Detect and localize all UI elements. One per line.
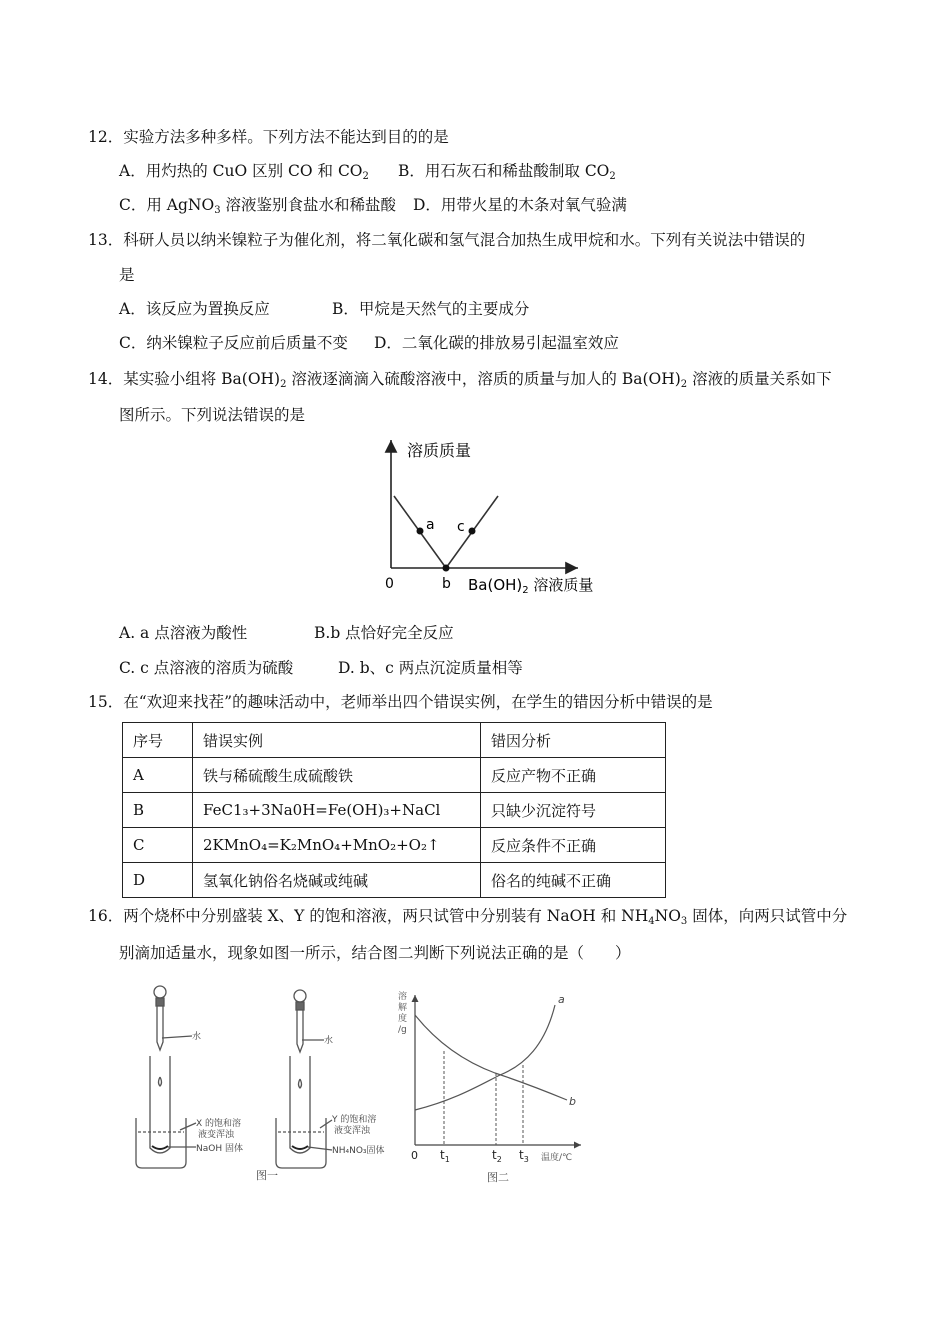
q13-stem-line1: 13．科研人员以纳米镍粒子为催化剂，将二氧化碳和氢气混合加热生成甲烷和水。下列有关说法中错误的 — [88, 231, 806, 249]
q14-stem-a: 14．某实验小组将 Ba(OH) — [88, 370, 281, 388]
q14-option-b: B.b 点恰好完全反应 — [314, 624, 454, 642]
q14-point-b — [443, 565, 450, 572]
row-analysis: 反应产物不正确 — [481, 758, 666, 793]
q16-figure-2 — [395, 985, 595, 1190]
test-tube-1 — [150, 1056, 170, 1153]
fig2-x-label: 温度/℃ — [541, 1153, 573, 1163]
fig2-origin: 0 — [411, 1149, 418, 1162]
q14-stem-sub2: 2 — [680, 379, 688, 390]
q13-option-b: B．甲烷是天然气的主要成分 — [332, 300, 530, 318]
q14-option-c: C. c 点溶液的溶质为硫酸 — [119, 659, 294, 677]
q14-x-label — [468, 576, 593, 596]
row-id: A — [123, 758, 193, 793]
dropper-tube-1 — [157, 1006, 163, 1050]
table-header-row — [123, 723, 666, 758]
fig1-nh4no3-label: NH₄NO₃固体 — [332, 1146, 385, 1156]
fig1-naoh-label: NaOH 固体 — [196, 1144, 243, 1154]
fig2-t3-label — [519, 1148, 529, 1164]
fig2-caption: 图二 — [487, 1171, 509, 1184]
q14-stem-b: 溶液逐滴滴入硫酸溶液中，溶质的质量与加人的 Ba(OH) — [286, 370, 681, 388]
t1-sub: 1 — [444, 1155, 450, 1164]
water-drop-2 — [299, 1079, 302, 1088]
t3-sub: 3 — [523, 1155, 529, 1164]
dropper-tube-2 — [297, 1010, 303, 1052]
q14-x-label-post: 溶液质量 — [528, 576, 594, 594]
table-row — [123, 758, 666, 793]
t1-text: t — [440, 1148, 445, 1162]
t2-sub: 2 — [496, 1155, 502, 1164]
q16-figure-1 — [128, 980, 398, 1185]
q16-stem-sub1: 4 — [648, 916, 655, 927]
table-row — [123, 793, 666, 828]
q13-option-a: A．该反应为置换反应 — [119, 300, 270, 318]
q16-stem-line1 — [88, 905, 847, 927]
q14-stem-sub1: 2 — [280, 379, 287, 390]
fig2-t1-label — [440, 1148, 450, 1164]
header-cell: 错误实例 — [193, 723, 481, 758]
header-cell: 错因分析 — [481, 723, 666, 758]
q14-option-d: D. b、c 两点沉淀质量相等 — [338, 659, 523, 677]
q12-option-c — [119, 194, 396, 216]
curve-b — [415, 1015, 567, 1100]
q12-a-sub: 2 — [362, 171, 369, 182]
t2-text: t — [492, 1148, 497, 1162]
q12-a-text: A．用灼热的 CuO 区别 CO 和 CO — [119, 162, 363, 180]
dropper-cap-2 — [296, 1002, 304, 1010]
row-example: 氢氧化钠俗名烧碱或纯碱 — [193, 863, 481, 898]
q12-stem: 12．实验方法多种多样。下列方法不能达到目的的是 — [88, 128, 449, 146]
q12-option-d: D．用带火星的木条对氧气验满 — [413, 196, 627, 214]
row-analysis: 反应条件不正确 — [481, 828, 666, 863]
q14-point-c — [469, 528, 476, 535]
q16-stem-sub2: 3 — [680, 916, 688, 927]
q16-stem-b: NO — [654, 907, 681, 925]
fig2-y-label-3: 度 — [398, 1014, 408, 1024]
q14-stem-c: 溶液的质量关系如下 — [687, 370, 832, 388]
q13-option-c: C．纳米镍粒子反应前后质量不变 — [119, 334, 348, 352]
table-row — [123, 863, 666, 898]
dropper-bulb-1 — [154, 986, 166, 998]
row-example: 2KMnO₄=K₂MnO₄+MnO₂+O₂↑ — [193, 828, 481, 863]
q14-x-label-sub: 2 — [522, 585, 529, 596]
q13-stem-line2: 是 — [119, 266, 135, 284]
header-cell: 序号 — [123, 723, 193, 758]
fig1-x-label-1: X 的饱和溶 — [196, 1119, 242, 1129]
q15-table — [122, 722, 666, 898]
q15-stem: 15．在“欢迎来找茬”的趣味活动中，老师举出四个错误实例，在学生的错因分析中错误的是 — [88, 693, 713, 711]
q12-c-post: 溶液鉴别食盐水和稀盐酸 — [220, 196, 396, 214]
q14-stem-line1 — [88, 368, 832, 390]
dropper-bulb-2 — [294, 990, 306, 1002]
q13-option-d: D．二氧化碳的排放易引起温室效应 — [374, 334, 619, 352]
curve-a-label: a — [558, 993, 565, 1006]
q12-b-sub: 2 — [609, 171, 616, 182]
q14-graph — [370, 430, 620, 600]
row-id: D — [123, 863, 193, 898]
q12-c-text: C．用 AgNO — [119, 196, 215, 214]
q14-point-a — [417, 528, 424, 535]
q14-curve — [394, 496, 498, 568]
fig1-y-label-2: 液变浑浊 — [334, 1126, 371, 1136]
row-id: C — [123, 828, 193, 863]
q14-origin: 0 — [385, 576, 394, 592]
q12-b-text: B．用石灰石和稀盐酸制取 CO — [398, 162, 610, 180]
fig1-water-label-2: 水 — [324, 1036, 334, 1046]
curve-b-label: b — [569, 1095, 576, 1108]
q14-label-b: b — [442, 576, 451, 592]
fig2-y-label-4: /g — [398, 1025, 407, 1035]
fig2-y-label-1: 溶 — [398, 992, 408, 1002]
beaker-1 — [136, 1118, 186, 1168]
row-analysis: 只缺少沉淀符号 — [481, 793, 666, 828]
q12-option-a — [119, 160, 369, 182]
beaker-2 — [276, 1118, 326, 1168]
fig1-water-label-1: 水 — [192, 1032, 202, 1042]
dropper-cap-1 — [156, 998, 164, 1006]
row-example: FeC1₃+3Na0H=Fe(OH)₃+NaCl — [193, 793, 481, 828]
q16-stem-c: 固体，向两只试管中分 — [687, 907, 848, 925]
fig2-y-label-2: 解 — [398, 1003, 408, 1013]
test-tube-2 — [290, 1056, 310, 1153]
q12-option-b — [398, 160, 616, 182]
q14-label-c: c — [457, 519, 465, 535]
q16-stem-line2: 别滴加适量水，现象如图一所示，结合图二判断下列说法正确的是（ ） — [119, 944, 631, 962]
curve-a — [415, 1005, 555, 1110]
q14-option-a: A. a 点溶液为酸性 — [119, 624, 248, 642]
q14-stem-line2: 图所示。下列说法错误的是 — [119, 406, 306, 424]
row-example: 铁与稀硫酸生成硫酸铁 — [193, 758, 481, 793]
fig1-y-label-1: Y 的饱和溶 — [332, 1115, 377, 1125]
fig2-t2-label — [492, 1148, 502, 1164]
fig1-x-label-2: 液变浑浊 — [198, 1130, 235, 1140]
q12-c-sub: 3 — [214, 205, 221, 216]
q14-label-a: a — [426, 517, 435, 533]
t3-text: t — [519, 1148, 524, 1162]
q14-y-label: 溶质质量 — [407, 441, 472, 460]
q16-stem-a: 16．两个烧杯中分别盛装 X、Y 的饱和溶液，两只试管中分别装有 NaOH 和 NH — [88, 907, 649, 925]
fig1-caption: 图一 — [256, 1169, 278, 1182]
row-analysis: 俗名的纯碱不正确 — [481, 863, 666, 898]
q14-x-label-pre: Ba(OH) — [468, 576, 523, 594]
table-row — [123, 828, 666, 863]
row-id: B — [123, 793, 193, 828]
water-drop-1 — [159, 1077, 162, 1086]
